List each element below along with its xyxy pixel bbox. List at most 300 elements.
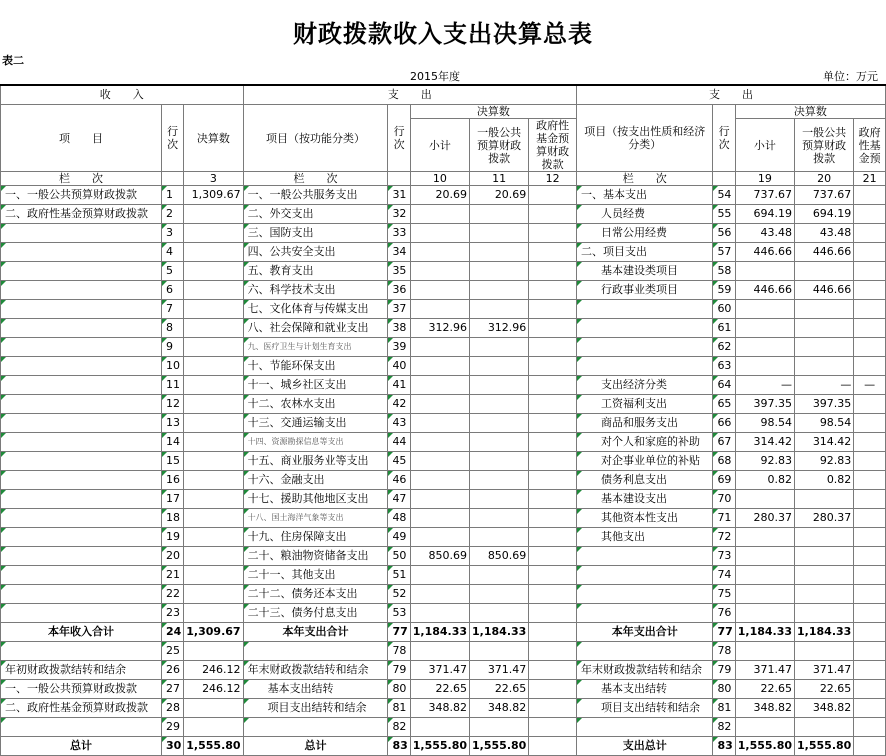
cell-g: 312.96	[470, 319, 529, 338]
cell-e: 32	[388, 205, 410, 224]
cell-a: 本年收入合计	[1, 623, 162, 642]
cell-i: 基本建设类项目	[577, 262, 713, 281]
cell-e: 48	[388, 509, 410, 528]
cell-k: 446.66	[735, 281, 794, 300]
cell-g	[470, 338, 529, 357]
col-num-3: 3	[184, 172, 243, 186]
cell-k: 694.19	[735, 205, 794, 224]
cell-a	[1, 566, 162, 585]
cell-l: 314.42	[795, 433, 854, 452]
cell-e: 47	[388, 490, 410, 509]
cell-m	[854, 452, 886, 471]
cell-k: 446.66	[735, 243, 794, 262]
cell-k	[735, 300, 794, 319]
cell-j: 55	[713, 205, 735, 224]
cell-e: 82	[388, 718, 410, 737]
table-row	[1, 357, 886, 376]
cell-c	[184, 585, 243, 604]
cell-f	[410, 262, 469, 281]
cell-g	[470, 243, 529, 262]
cell-f	[410, 452, 469, 471]
cell-l	[795, 566, 854, 585]
col-line-2: 行次	[388, 105, 410, 172]
cell-j: 65	[713, 395, 735, 414]
cell-k: 22.65	[735, 680, 794, 699]
cell-k: 280.37	[735, 509, 794, 528]
cell-a: 二、政府性基金预算财政拨款	[1, 699, 162, 718]
cell-j: 82	[713, 718, 735, 737]
expense-func-section-header: 支 出	[243, 85, 576, 105]
cell-d: 七、文化体育与传媒支出	[243, 300, 388, 319]
table-row	[1, 509, 886, 528]
cell-c	[184, 718, 243, 737]
cell-e: 38	[388, 319, 410, 338]
cell-i: 年末财政拨款结转和结余	[577, 661, 713, 680]
cell-e: 81	[388, 699, 410, 718]
cell-j: 69	[713, 471, 735, 490]
cell-b: 7	[161, 300, 183, 319]
cell-d: 三、国防支出	[243, 224, 388, 243]
cell-a	[1, 604, 162, 623]
cell-g: 1,555.80	[470, 737, 529, 756]
cell-f	[410, 376, 469, 395]
cell-b: 30	[161, 737, 183, 756]
cell-d: 二十二、债务还本支出	[243, 585, 388, 604]
cell-a	[1, 414, 162, 433]
cell-g: 1,184.33	[470, 623, 529, 642]
col-general-2: 一般公共预算财政拨款	[795, 119, 854, 172]
col-line: 行次	[161, 105, 183, 172]
cell-j: 81	[713, 699, 735, 718]
cell-e: 79	[388, 661, 410, 680]
cell-c	[184, 414, 243, 433]
table-row	[1, 490, 886, 509]
cell-e: 46	[388, 471, 410, 490]
cell-m	[854, 718, 886, 737]
cell-l: 694.19	[795, 205, 854, 224]
cell-d: 十七、援助其他地区支出	[243, 490, 388, 509]
cell-k	[735, 604, 794, 623]
cell-b: 18	[161, 509, 183, 528]
cell-h	[529, 338, 577, 357]
cell-l: 0.82	[795, 471, 854, 490]
cell-d: 十八、国土海洋气象等支出	[243, 509, 388, 528]
cell-l	[795, 718, 854, 737]
col-func-item: 项目（按功能分类）	[243, 105, 388, 172]
cell-k: 314.42	[735, 433, 794, 452]
cell-c	[184, 642, 243, 661]
cell-m	[854, 699, 886, 718]
cell-j: 74	[713, 566, 735, 585]
cell-e: 51	[388, 566, 410, 585]
cell-d: 二、外交支出	[243, 205, 388, 224]
cell-i: 支出经济分类	[577, 376, 713, 395]
cell-g	[470, 414, 529, 433]
cell-k: 737.67	[735, 186, 794, 205]
cell-a	[1, 471, 162, 490]
cell-h	[529, 224, 577, 243]
cell-d: 二十、粮油物资储备支出	[243, 547, 388, 566]
cell-m	[854, 205, 886, 224]
cell-g	[470, 718, 529, 737]
cell-g	[470, 300, 529, 319]
cell-b: 2	[161, 205, 183, 224]
cell-d: 二十一、其他支出	[243, 566, 388, 585]
cell-h	[529, 414, 577, 433]
cell-l	[795, 300, 854, 319]
cell-f: 1,555.80	[410, 737, 469, 756]
cell-i	[577, 642, 713, 661]
table-row	[1, 205, 886, 224]
cell-f	[410, 281, 469, 300]
cell-c	[184, 604, 243, 623]
cell-g	[470, 395, 529, 414]
cell-f	[410, 509, 469, 528]
cell-j: 78	[713, 642, 735, 661]
cell-k	[735, 547, 794, 566]
table-row	[1, 243, 886, 262]
cell-c	[184, 490, 243, 509]
cell-a: 一、一般公共预算财政拨款	[1, 680, 162, 699]
lanci-label: 栏 次	[1, 172, 162, 186]
cell-k: 98.54	[735, 414, 794, 433]
report-year: 2015年度	[410, 70, 460, 83]
cell-j: 71	[713, 509, 735, 528]
cell-f	[410, 718, 469, 737]
cell-e: 78	[388, 642, 410, 661]
cell-b: 3	[161, 224, 183, 243]
cell-l: 348.82	[795, 699, 854, 718]
cell-l: 446.66	[795, 243, 854, 262]
cell-j: 66	[713, 414, 735, 433]
cell-f	[410, 395, 469, 414]
cell-h	[529, 661, 577, 680]
cell-k: 1,555.80	[735, 737, 794, 756]
cell-l	[795, 262, 854, 281]
cell-a	[1, 490, 162, 509]
cell-i: 本年支出合计	[577, 623, 713, 642]
cell-l: 280.37	[795, 509, 854, 528]
cell-g: 348.82	[470, 699, 529, 718]
cell-m	[854, 243, 886, 262]
table-row	[1, 661, 886, 680]
cell-g	[470, 262, 529, 281]
cell-g: 850.69	[470, 547, 529, 566]
cell-m	[854, 528, 886, 547]
table-row	[1, 338, 886, 357]
col-final-group-2: 决算数	[735, 105, 885, 119]
cell-a	[1, 338, 162, 357]
cell-j: 70	[713, 490, 735, 509]
cell-j: 56	[713, 224, 735, 243]
col-num-19: 19	[735, 172, 794, 186]
cell-l: 397.35	[795, 395, 854, 414]
table-row	[1, 604, 886, 623]
cell-c	[184, 243, 243, 262]
cell-h	[529, 395, 577, 414]
cell-a	[1, 357, 162, 376]
cell-a	[1, 300, 162, 319]
table-number: 表二	[2, 54, 24, 67]
cell-d: 十三、交通运输支出	[243, 414, 388, 433]
cell-i: 日常公用经费	[577, 224, 713, 243]
cell-l: —	[795, 376, 854, 395]
cell-e: 52	[388, 585, 410, 604]
cell-k	[735, 585, 794, 604]
cell-j: 58	[713, 262, 735, 281]
cell-i: 工资福利支出	[577, 395, 713, 414]
cell-b: 24	[161, 623, 183, 642]
cell-m	[854, 281, 886, 300]
cell-a	[1, 281, 162, 300]
cell-j: 68	[713, 452, 735, 471]
cell-d: 基本支出结转	[243, 680, 388, 699]
table-row	[1, 452, 886, 471]
cell-e: 34	[388, 243, 410, 262]
cell-j: 60	[713, 300, 735, 319]
cell-l	[795, 338, 854, 357]
cell-i	[577, 604, 713, 623]
table-row	[1, 566, 886, 585]
cell-g	[470, 604, 529, 623]
cell-l	[795, 642, 854, 661]
cell-g	[470, 471, 529, 490]
cell-j: 57	[713, 243, 735, 262]
cell-b: 15	[161, 452, 183, 471]
cell-g	[470, 490, 529, 509]
lanci-label-3: 栏 次	[577, 172, 713, 186]
unit-label: 单位：万元	[823, 70, 878, 83]
cell-f	[410, 433, 469, 452]
cell-m	[854, 661, 886, 680]
cell-b: 12	[161, 395, 183, 414]
cell-b: 26	[161, 661, 183, 680]
cell-m	[854, 224, 886, 243]
cell-c: 1,555.80	[184, 737, 243, 756]
cell-a	[1, 376, 162, 395]
cell-g: 22.65	[470, 680, 529, 699]
cell-j: 79	[713, 661, 735, 680]
cell-g: 20.69	[470, 186, 529, 205]
settlement-table	[0, 84, 886, 756]
cell-c: 246.12	[184, 661, 243, 680]
cell-l	[795, 490, 854, 509]
cell-a: 总计	[1, 737, 162, 756]
cell-f	[410, 300, 469, 319]
cell-c	[184, 281, 243, 300]
cell-a	[1, 547, 162, 566]
col-subtotal-2: 小计	[735, 119, 794, 172]
cell-a	[1, 528, 162, 547]
cell-d: 项目支出结转和结余	[243, 699, 388, 718]
cell-h	[529, 604, 577, 623]
cell-m	[854, 319, 886, 338]
cell-b: 13	[161, 414, 183, 433]
cell-h	[529, 186, 577, 205]
table-row	[1, 433, 886, 452]
table-row	[1, 718, 886, 737]
cell-d: 九、医疗卫生与计划生育支出	[243, 338, 388, 357]
table-row	[1, 623, 886, 642]
cell-e: 83	[388, 737, 410, 756]
cell-c	[184, 566, 243, 585]
cell-e: 35	[388, 262, 410, 281]
table-row	[1, 376, 886, 395]
col-general: 一般公共预算财政拨款	[470, 119, 529, 172]
cell-e: 33	[388, 224, 410, 243]
cell-i: 项目支出结转和结余	[577, 699, 713, 718]
cell-i	[577, 300, 713, 319]
cell-e: 36	[388, 281, 410, 300]
cell-e: 43	[388, 414, 410, 433]
cell-b: 27	[161, 680, 183, 699]
cell-c	[184, 509, 243, 528]
cell-g: 371.47	[470, 661, 529, 680]
cell-b: 4	[161, 243, 183, 262]
cell-f	[410, 566, 469, 585]
cell-h	[529, 547, 577, 566]
cell-c	[184, 528, 243, 547]
cell-j: 59	[713, 281, 735, 300]
cell-a	[1, 243, 162, 262]
cell-e: 49	[388, 528, 410, 547]
cell-j: 64	[713, 376, 735, 395]
income-section-header: 收 入	[1, 85, 244, 105]
cell-i: 行政事业类项目	[577, 281, 713, 300]
table-row	[1, 699, 886, 718]
cell-g	[470, 224, 529, 243]
cell-e: 31	[388, 186, 410, 205]
cell-d	[243, 718, 388, 737]
cell-h	[529, 471, 577, 490]
cell-e: 39	[388, 338, 410, 357]
cell-h	[529, 490, 577, 509]
cell-l	[795, 528, 854, 547]
cell-f: 20.69	[410, 186, 469, 205]
cell-j: 83	[713, 737, 735, 756]
cell-d: 二十三、债务付息支出	[243, 604, 388, 623]
cell-i: 债务利息支出	[577, 471, 713, 490]
cell-m	[854, 300, 886, 319]
cell-f	[410, 338, 469, 357]
cell-c	[184, 699, 243, 718]
cell-i: 其他支出	[577, 528, 713, 547]
cell-c	[184, 547, 243, 566]
cell-h	[529, 699, 577, 718]
cell-d: 一、一般公共服务支出	[243, 186, 388, 205]
col-item: 项 目	[1, 105, 162, 172]
table-row	[1, 471, 886, 490]
cell-d: 十六、金融支出	[243, 471, 388, 490]
cell-d: 四、公共安全支出	[243, 243, 388, 262]
cell-h	[529, 281, 577, 300]
cell-a	[1, 433, 162, 452]
cell-m	[854, 623, 886, 642]
cell-b: 23	[161, 604, 183, 623]
cell-m	[854, 642, 886, 661]
cell-h	[529, 376, 577, 395]
cell-f: 312.96	[410, 319, 469, 338]
col-subtotal: 小计	[410, 119, 469, 172]
cell-g	[470, 509, 529, 528]
cell-l: 1,184.33	[795, 623, 854, 642]
cell-g	[470, 566, 529, 585]
cell-e: 53	[388, 604, 410, 623]
cell-c: 1,309.67	[184, 623, 243, 642]
cell-b: 17	[161, 490, 183, 509]
cell-f	[410, 357, 469, 376]
cell-h	[529, 205, 577, 224]
cell-d: 十九、住房保障支出	[243, 528, 388, 547]
cell-b: 20	[161, 547, 183, 566]
cell-k	[735, 319, 794, 338]
cell-h	[529, 528, 577, 547]
cell-k	[735, 357, 794, 376]
cell-c	[184, 471, 243, 490]
cell-h	[529, 566, 577, 585]
cell-g	[470, 376, 529, 395]
cell-f: 348.82	[410, 699, 469, 718]
cell-l: 1,555.80	[795, 737, 854, 756]
cell-k: 1,184.33	[735, 623, 794, 642]
cell-j: 76	[713, 604, 735, 623]
cell-i: 支出总计	[577, 737, 713, 756]
cell-c	[184, 224, 243, 243]
cell-d: 本年支出合计	[243, 623, 388, 642]
cell-m	[854, 680, 886, 699]
cell-m	[854, 547, 886, 566]
cell-g	[470, 585, 529, 604]
cell-k: —	[735, 376, 794, 395]
cell-d: 十二、农林水支出	[243, 395, 388, 414]
cell-i: 人员经费	[577, 205, 713, 224]
cell-c	[184, 319, 243, 338]
cell-c	[184, 433, 243, 452]
cell-c	[184, 300, 243, 319]
cell-m	[854, 604, 886, 623]
cell-b: 28	[161, 699, 183, 718]
cell-a	[1, 718, 162, 737]
cell-e: 37	[388, 300, 410, 319]
cell-g	[470, 357, 529, 376]
cell-b: 19	[161, 528, 183, 547]
cell-h	[529, 585, 577, 604]
cell-i	[577, 319, 713, 338]
cell-c	[184, 357, 243, 376]
cell-h	[529, 680, 577, 699]
cell-d: 八、社会保障和就业支出	[243, 319, 388, 338]
cell-j: 61	[713, 319, 735, 338]
cell-m	[854, 585, 886, 604]
table-row	[1, 585, 886, 604]
cell-b: 5	[161, 262, 183, 281]
cell-j: 73	[713, 547, 735, 566]
table-row	[1, 300, 886, 319]
cell-f: 850.69	[410, 547, 469, 566]
cell-j: 77	[713, 623, 735, 642]
cell-g	[470, 205, 529, 224]
col-econ-item: 项目（按支出性质和经济分类）	[577, 105, 713, 172]
cell-c: 246.12	[184, 680, 243, 699]
cell-b: 29	[161, 718, 183, 737]
cell-f	[410, 604, 469, 623]
col-final: 决算数	[184, 105, 243, 172]
cell-h	[529, 319, 577, 338]
cell-g	[470, 452, 529, 471]
col-fund: 政府性基金预算财政拨款	[529, 119, 577, 172]
cell-i: 商品和服务支出	[577, 414, 713, 433]
cell-f: 1,184.33	[410, 623, 469, 642]
